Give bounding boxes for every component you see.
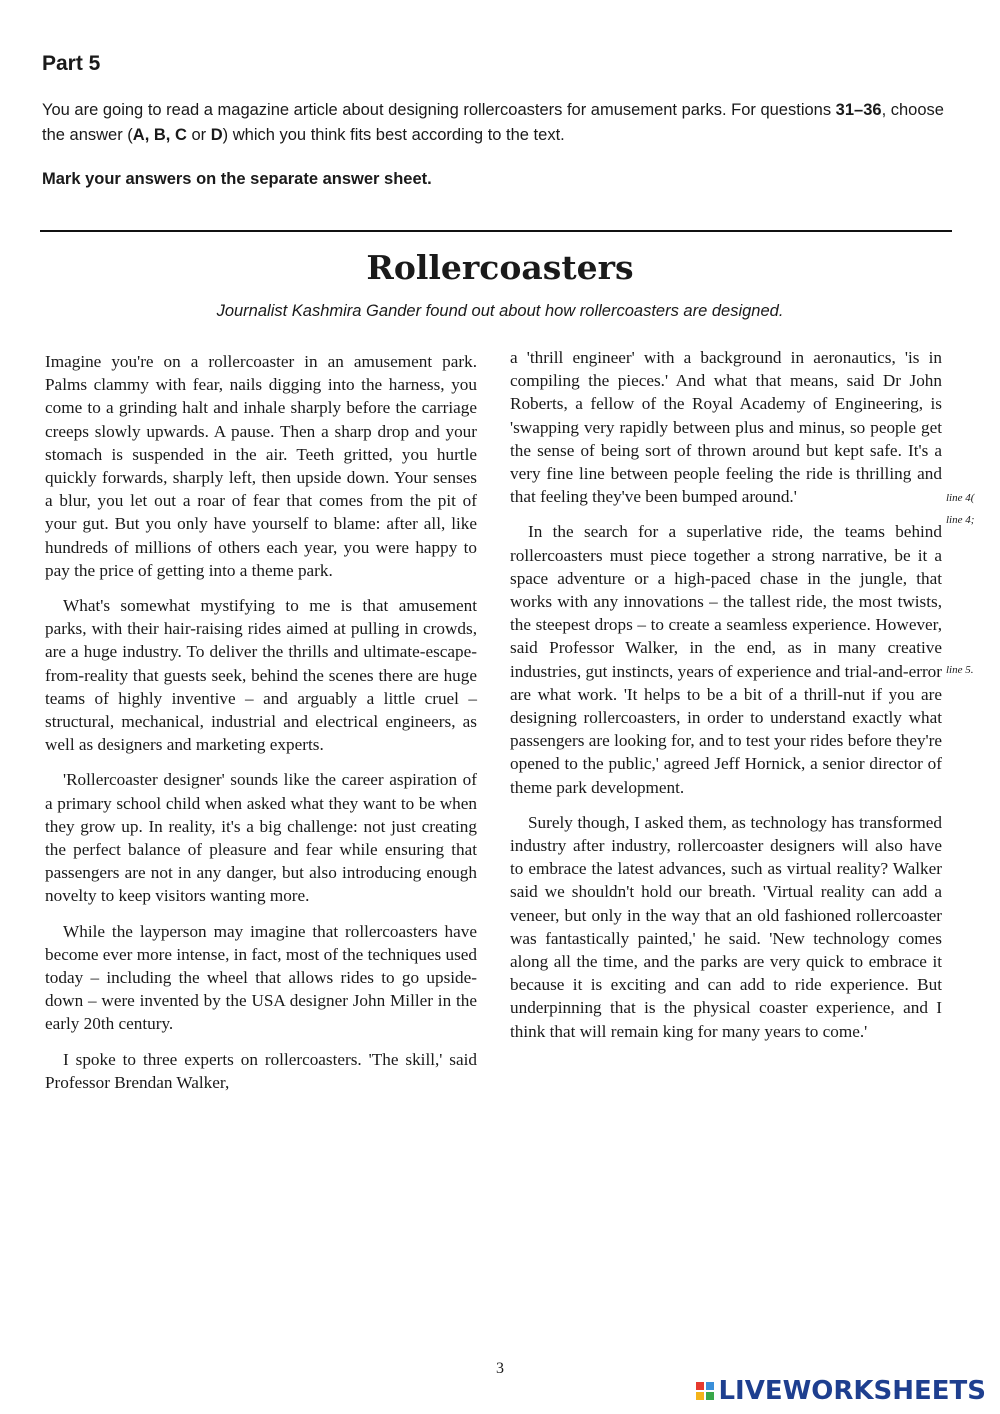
liveworksheets-logo[interactable] bbox=[696, 1376, 986, 1406]
brand-name: LIVEWORKSHEETS bbox=[718, 1376, 986, 1406]
line-marker: line 4( bbox=[946, 492, 975, 504]
line-marker: line 5. bbox=[946, 664, 974, 676]
task-header bbox=[42, 52, 952, 189]
paragraph: 'Rollercoaster designer' sounds like the career aspiration of a primary school child when asked what they want to be when they grow up. In reality, it's a big challenge: not just creating the perfect balance of pleasure and fear while ensuring that passengers are not in any danger, but also introducing enough novelty to keep visitors wanting more. bbox=[45, 770, 477, 906]
divider bbox=[40, 230, 952, 232]
part-title: Part 5 bbox=[42, 52, 101, 75]
answer-sheet-note: Mark your answers on the separate answer sheet. bbox=[42, 170, 432, 188]
page-number: 3 bbox=[496, 1360, 504, 1377]
article-column-right bbox=[510, 346, 942, 1055]
liveworksheets-icon bbox=[696, 1382, 714, 1400]
paragraph: I spoke to three experts on rollercoasters. 'The skill,' said Professor Brendan Walker, bbox=[45, 1049, 477, 1092]
article-title: Rollercoasters bbox=[366, 248, 634, 287]
article-column-left bbox=[45, 350, 477, 1106]
paragraph: a 'thrill engineer' with a background in aeronautics, 'is in compiling the pieces.' And what that means, said Dr John Roberts, a fellow of the Royal Academy of Engineering, is 'swapping very rapidly between plus and minus, so people get the sense of being sort of thrown around but kept safe. It's a very fine line between people feeling the ride is thrilling and that feeling they've been bumped around.' bbox=[510, 348, 942, 507]
paragraph: In the search for a superlative ride, the teams behind rollercoasters must piece together a strong narrative, be it a space adventure or a high-paced chase in the jungle, that works with any innovations – the tallest ride, the most twists, the steepest drops – to create a seamless experience. However, said Professor Walker, in the end, as in many creative industries, gut instincts, years of experience and trial-and-error are what work. 'It helps to be a bit of a thrill-nut if you are designing rollercoasters, in order to understand exactly what passengers are looking for, and to test your rides before they're opened to the public,' agreed Jeff Hornick, a senior director of theme park development. bbox=[510, 522, 942, 797]
article-subtitle: Journalist Kashmira Gander found out about how rollercoasters are designed. bbox=[216, 302, 784, 320]
paragraph: What's somewhat mystifying to me is that amusement parks, with their hair-raising rides aimed at pulling in crowds, are a huge industry. To deliver the thrills and ultimate-escape-from-reality that guests seek, behind the scenes there are huge teams of highly inventive – and arguably a little cruel – structural, mechanical, industrial and electrical engineers, as well as designers and marketing experts. bbox=[45, 596, 477, 755]
paragraph: While the layperson may imagine that rollercoasters have become ever more intense, in fact, most of the techniques used today – including the wheel that allows rides to go upside-down – were invented by the USA designer John Miller in the early 20th century. bbox=[45, 921, 477, 1034]
task-instructions: You are going to read a magazine article about designing rollercoasters for amusement parks. For questions 31–36, choose the answer (A, B, C or D) which you think fits best according to the text. bbox=[42, 101, 944, 144]
paragraph: Surely though, I asked them, as technology has transformed industry after industry, rollercoaster designers will also have to embrace the latest advances, such as virtual reality? Walker said we shouldn't hold our breath. 'Virtual reality can add a veneer, but only in the way that an old fashioned rollercoaster was fantastically painted,' he said. 'New technology comes along all the time, and the parks are very quick to embrace it because it is exciting and can add to ride experience. But underpinning that is the physical coaster experience, and I think that will remain king for many years to come.' bbox=[510, 812, 942, 1041]
paragraph: Imagine you're on a rollercoaster in an amusement park. Palms clammy with fear, nails digging into the harness, you come to a grinding halt and inhale sharply before the carriage creeps slowly upwards. A pause. Then a sharp drop and your stomach is suspended in the air. Teeth gritted, you hurtle quickly forwards, sharply left, then upside down. Your senses a blur, you let out a roar of fear that comes from the pit of your gut. But you only have yourself to blame: after all, like hundreds of millions of others each year, you were happy to pay the price of getting into a theme park. bbox=[45, 352, 477, 580]
line-marker: line 4; bbox=[946, 514, 975, 526]
